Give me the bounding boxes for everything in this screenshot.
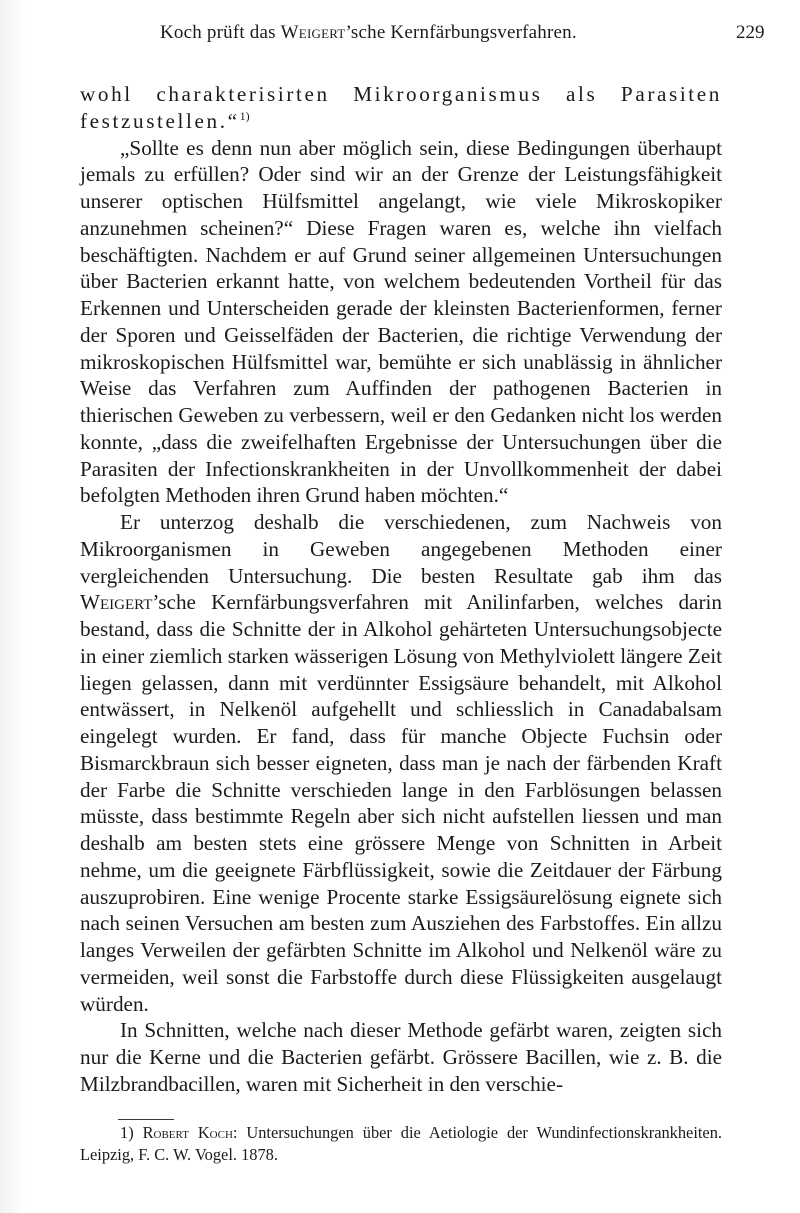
- body-text: [80, 81, 722, 1098]
- footnote-author: Robert Koch: [142, 1123, 233, 1142]
- footnote-rule: [118, 1119, 174, 1120]
- paragraph-1-text: wohl charakterisirten Mikroorganismus als Parasiten festzustellen.“: [80, 82, 722, 133]
- footnote-reference: 1): [239, 108, 250, 123]
- footnote-number: 1): [120, 1123, 134, 1142]
- paragraph-3-pre: Er unterzog deshalb die verschiedenen, zum Nachweis von Mikroorganismen in Geweben angegebenen Methoden einer vergleichenden Untersuchung. Die besten Resultate gab ihm das: [80, 510, 722, 588]
- paragraph-3-name: Weigert: [80, 590, 153, 615]
- running-head: [160, 20, 660, 46]
- paragraph-4: In Schnitten, welche nach dieser Methode gefärbt waren, zeigten sich nur die Kerne und die Bacterien gefärbt. Grössere Bacillen, wie z. B. die Milzbrandbacillen, waren mit Sicherheit in den verschie-: [80, 1018, 722, 1096]
- page-edge-shadow: [0, 0, 26, 1213]
- paragraph-2: „Sollte es denn nun aber möglich sein, diese Bedingungen überhaupt jemals zu erfüllen? Oder sind wir an der Grenze der Leistungsfähigkeit unserer optischen Hülfsmittel angelangt, wie viele Mikroskopiker anzunehmen scheinen?“ Diese Fragen waren es, welche ihn vielfach beschäftigten. Nachdem er auf Grund seiner allgemeinen Untersuchungen über Bacterien erkannt hatte, von welchem bedeutenden Vortheil für das Erkennen und Unterscheiden gerade der kleinsten Bacterienformen, ferner der Sporen und Geisselfäden der Bacterien, die richtige Verwendung der mikroskopischen Hülfsmittel war, bemühte er sich unablässig in ähnlicher Weise das Verfahren zum Auffinden der pathogenen Bacterien in thierischen Geweben zu verbessern, weil er den Gedanken nicht los werden konnte, „dass die zweifelhaften Ergebnisse der Untersuchungen über die Parasiten der Infectionskrankheiten in der Unvollkommenheit der dabei befolgten Methoden ihren Grund haben möchten.“: [80, 135, 722, 508]
- footnote-text: [80, 1122, 722, 1166]
- running-head-post: ’sche Kernfärbungsverfahren.: [345, 22, 577, 43]
- paragraph-3: [80, 509, 722, 1017]
- footnote-body: : Untersuchungen über die Aetiologie der Wundinfectionskrankheiten. Leipzig, F. C. W. Vogel. 1878.: [80, 1123, 723, 1164]
- running-head-name: Weigert: [280, 22, 346, 43]
- running-head-pre: Koch prüft das: [160, 22, 281, 43]
- paragraph-1: [80, 81, 722, 135]
- paragraph-3-post: ’sche Kernfärbungsverfahren mit Anilinfarben, welches darin bestand, dass die Schnitte der in Alkohol gehärteten Untersuchungsobjecte in einer ziemlich starken wässerigen Lösung von Methylviolett längere Zeit liegen gelassen, dann mit verdünnter Essigsäure behandelt, mit Alkohol entwässert, in Nelkenöl aufgehellt und schliesslich in Canadabalsam eingelegt wurden. Er fand, dass für manche Objecte Fuchsin oder Bismarckbraun sich besser eigneten, dass man je nach der färbenden Kraft der Farbe die Schnitte verschieden lange in den Farblösungen belassen müsste, dass bestimmte Regeln aber sich nicht aufstellen liessen und man deshalb am besten stets eine grössere Menge von Schnitten in Arbeit nehme, um die geeignete Färbflüssigkeit, sowie die Zeitdauer der Färbung auszuprobiren. Eine wenige Procente starke Essigsäurelösung eignete sich nach seinen Versuchen am besten zum Ausziehen des Farbstoffes. Ein allzu langes Verweilen der gefärbten Schnitte im Alkohol und Nelkenöl wäre zu vermeiden, weil sonst die Farbstoffe durch diese Flüssigkeiten ausgelaugt würden.: [80, 590, 722, 1016]
- page-number: 229: [736, 22, 765, 43]
- footnote: [80, 1122, 722, 1166]
